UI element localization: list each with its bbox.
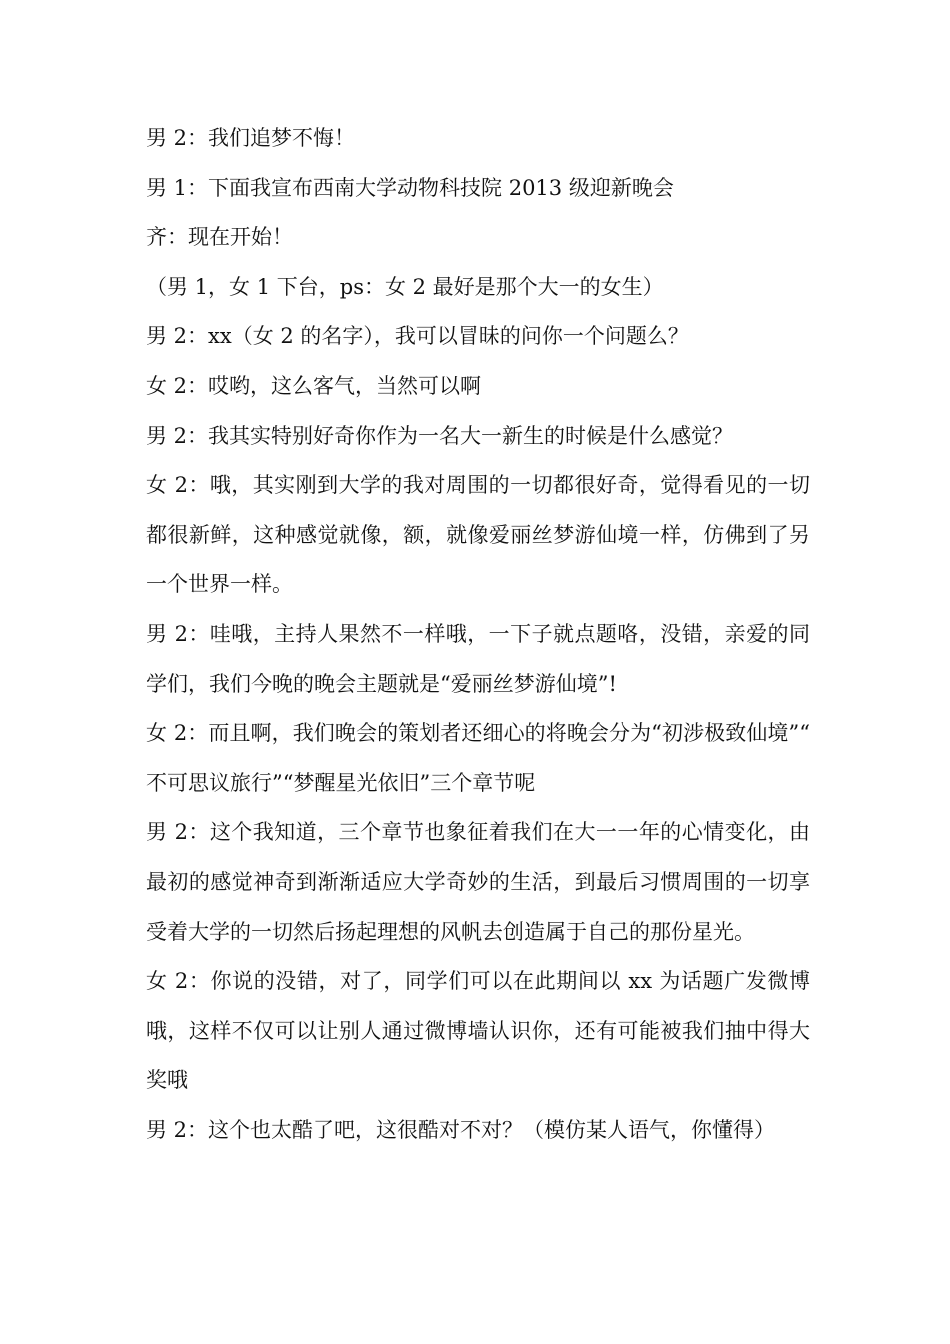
script-text xyxy=(146,114,810,1155)
paragraph: 女 2：哎哟，这么客气，当然可以啊 xyxy=(146,373,482,398)
paragraph: 女 2：而且啊，我们晚会的策划者还细心的将晚会分为“初涉极致仙境”“ 不可思议旅行”“梦醒星光依旧”三个章节呢 xyxy=(146,721,810,795)
stage-direction: （男 1，女 1 下台，ps：女 2 最好是那个大一的女生） xyxy=(146,274,664,299)
paragraph: 齐：现在开始！ xyxy=(146,225,293,250)
paragraph: 男 2：这个也太酷了吧，这很酷对不对？（模仿某人语气，你懂得） xyxy=(146,1117,776,1142)
paragraph: 男 2：这个我知道，三个章节也象征着我们在大一一年的心情变化，由最初的感觉神奇到渐渐适应大学奇妙的生活，到最后习惯周围的一切享受着大学的一切然后扬起理想的风帆去创造属于自己的那份星光。 xyxy=(146,820,810,944)
paragraph: 男 2：哇哦，主持人果然不一样哦，一下子就点题咯，没错，亲爱的同学们，我们今晚的晚会主题就是“爱丽丝梦游仙境”! xyxy=(146,621,810,696)
paragraph: 女 2：你说的没错，对了，同学们可以在此期间以 xx 为话题广发微博哦，这样不仅可以让别人通过微博墙认识你，还有可能被我们抽中得大奖哦 xyxy=(146,969,810,1093)
paragraph: 女 2：哦，其实刚到大学的我对周围的一切都很好奇，觉得看见的一切都很新鲜，这种感觉就像，额，就像爱丽丝梦游仙境一样，仿佛到了另一个世界一样。 xyxy=(146,473,810,597)
paragraph: 男 2：我其实特别好奇你作为一名大一新生的时候是什么感觉？ xyxy=(146,423,734,448)
paragraph: 男 2：xx（女 2 的名字），我可以冒昧的问你一个问题么？ xyxy=(146,324,689,349)
paragraph: 男 2：我们追梦不悔！ xyxy=(146,126,356,150)
paragraph: 男 1：下面我宣布西南大学动物科技院 2013 级迎新晚会 xyxy=(146,175,674,200)
